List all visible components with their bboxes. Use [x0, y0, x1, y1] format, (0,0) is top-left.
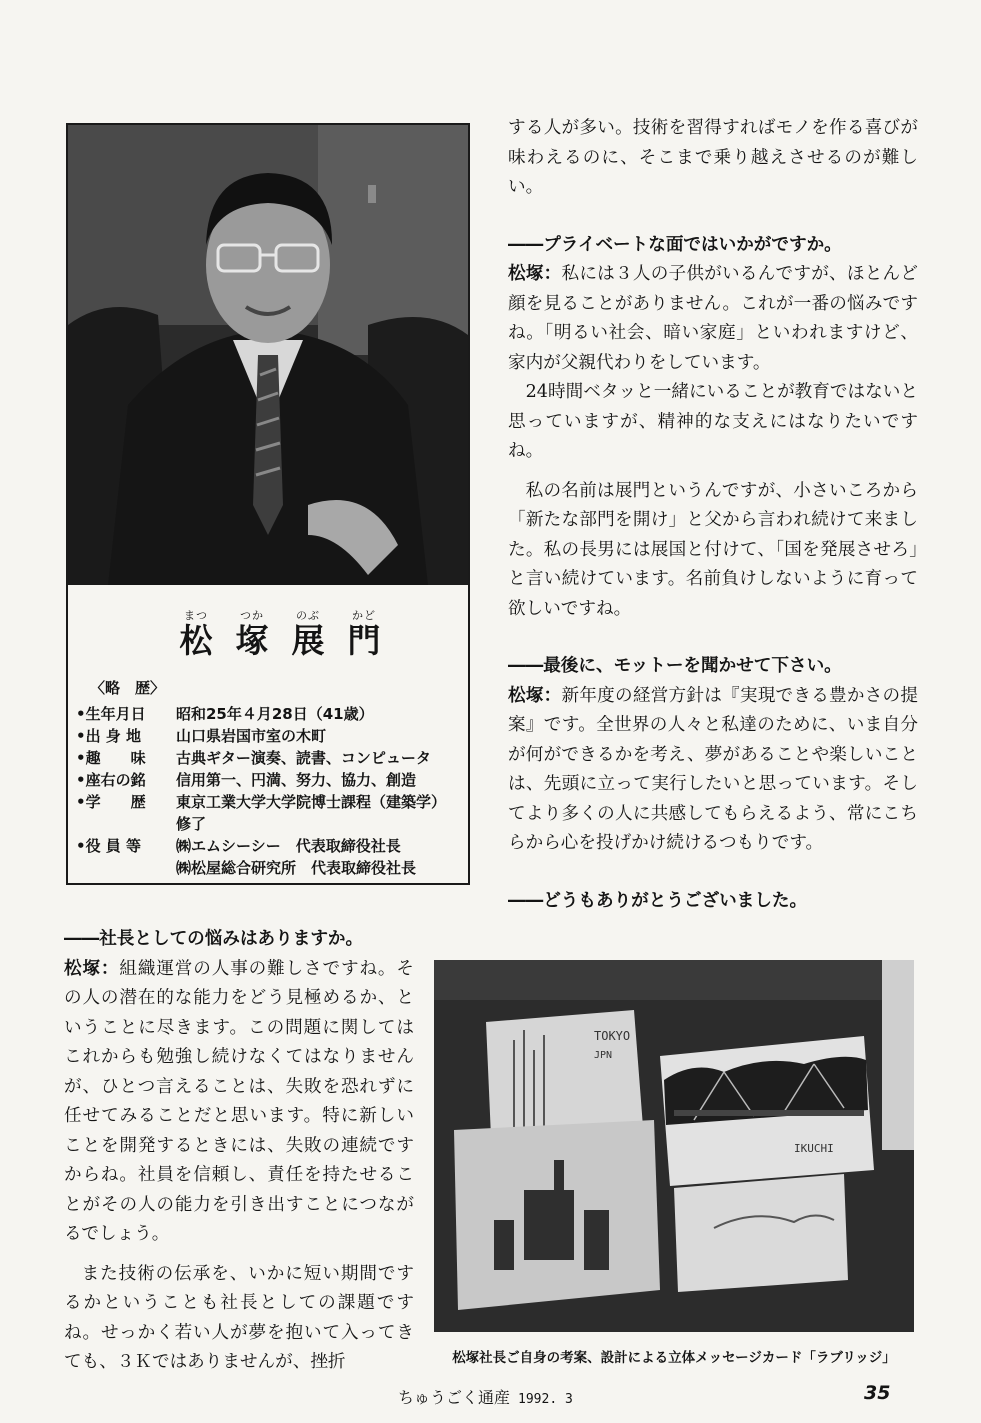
message-card-photo — [434, 960, 914, 1332]
interview-closing: ――どうもありがとうございました。 — [508, 890, 808, 911]
paragraph: 24時間ベタッと一緒にいることが教育ではないと思っていますが、精神的な支えにはなりたいですね。 — [508, 382, 918, 461]
cv-value: ㈱松屋総合研究所 代表取締役社長 — [176, 859, 417, 877]
card-text-jpn: JPN — [594, 1050, 613, 1061]
portrait-photo — [68, 125, 468, 585]
issue-date: 1992. 3 — [518, 1392, 573, 1407]
cv-label: •生年月日 — [76, 705, 146, 723]
cv-value: 昭和25年４月28日（41歳） — [176, 705, 374, 723]
name-ruby-4: かど — [352, 609, 376, 622]
cv-list — [76, 703, 466, 879]
paragraph: する人が多い。技術を習得すればモノを作る喜びが味わえるのに、そこまで乗り越えさせるのが難しい。 — [508, 118, 918, 197]
cv-row-hobby — [76, 747, 466, 769]
cv-row-birthdate — [76, 703, 466, 725]
cv-row-positions — [76, 835, 466, 879]
cv-row-education — [76, 791, 466, 835]
cv-label: •役 員 等 — [76, 837, 142, 855]
publication-name: ちゅうごく通産 — [398, 1388, 511, 1407]
cv-value: 東京工業大学大学院博士課程（建築学） — [176, 793, 447, 811]
speaker-label: 松塚： — [64, 958, 120, 979]
card-text-tokyo: TOKYO — [594, 1029, 631, 1043]
name-char-1 — [176, 609, 216, 660]
name-kanji-3: 展 — [291, 621, 325, 660]
article-right-column — [508, 114, 918, 916]
interview-answer — [508, 260, 918, 378]
name-char-3 — [288, 609, 328, 660]
name-char-4 — [344, 609, 384, 660]
cv-row-motto — [76, 769, 466, 791]
card-text-ikuchi: IKUCHI — [794, 1142, 834, 1155]
name-char-2 — [232, 609, 272, 660]
article-left-column — [64, 925, 414, 1378]
cv-value: 修了 — [176, 815, 207, 833]
portrait-illustration — [68, 125, 468, 585]
name-ruby-2: つか — [240, 609, 264, 622]
speaker-label: 松塚： — [508, 685, 562, 706]
interview-question: ――最後に、モットーを聞かせて下さい。 — [508, 656, 842, 676]
cv-label: •座右の銘 — [76, 771, 146, 789]
cv-heading: 〈略 歴〉 — [90, 679, 166, 697]
interview-answer — [64, 955, 414, 1250]
interview-answer — [508, 682, 918, 859]
answer-text: 組織運営の人事の難しさですね。その人の潜在的な能力をどう見極めるか、ということに尽きます。この問題に関してはこれからも勉強し続けなくてはなりませんが、ひとつ言えることは、失敗を恐れずに任せてみることだと思います。特に新しいことを開発するときには、失敗の連続ですからね。社員を信頼し、責任を持たせることがその人の能力を引き出すことにつながるでしょう。 — [64, 958, 414, 1244]
cv-value: ㈱エムシーシー 代表取締役社長 — [176, 837, 401, 855]
name-ruby-3: のぶ — [296, 609, 320, 622]
profile-box — [66, 123, 470, 885]
paragraph: また技術の伝承を、いかに短い期間でするかということも社長としての課題ですね。せっかく若い人が夢を抱いて入ってきても、３Ｋではありませんが、挫折 — [64, 1263, 414, 1372]
cv-value: 信用第一、円満、努力、協力、創造 — [176, 771, 417, 789]
cv-row-birthplace — [76, 725, 466, 747]
name-kanji-1: 松 — [179, 621, 213, 660]
name-ruby-1: まつ — [184, 609, 208, 622]
photo-caption: 松塚社長ご自身の考案、設計による立体メッセージカード「ラブリッジ」 — [452, 1350, 896, 1366]
card-photo-illustration — [434, 960, 914, 1332]
interview-question: ――プライベートな面ではいかがですか。 — [508, 234, 842, 255]
interview-question: ――社長としての悩みはありますか。 — [64, 929, 364, 949]
paragraph: 私の名前は展門というんですが、小さいころから「新たな部門を開け」と父から言われ続けて来ました。私の長男には展国と付けて、「国を発展させろ」と言い続けています。名前負けしないように育って欲しいですね。 — [508, 480, 918, 619]
footer-publication — [398, 1385, 573, 1408]
speaker-label: 松塚： — [508, 264, 562, 284]
name-kanji-4: 門 — [347, 621, 381, 660]
cv-label: •趣 味 — [76, 749, 146, 767]
cv-value: 山口県岩国市室の木町 — [176, 727, 327, 745]
name-kanji-2: 塚 — [235, 621, 269, 660]
page-number: 35 — [864, 1382, 891, 1404]
cv-value: 古典ギター演奏、読書、コンピュータ — [176, 749, 431, 767]
person-name — [176, 609, 384, 660]
answer-text: 私には３人の子供がいるんですが、ほとんど顔を見ることがありません。これが一番の悩みですね。「明るい社会、暗い家庭」といわれますけど、家内が父親代わりをしています。 — [508, 264, 918, 373]
cv-label: •学 歴 — [76, 793, 146, 811]
answer-text: 新年度の経営方針は『実現できる豊かさの提案』です。全世界の人々と私達のために、いま自分が何ができるかを考え、夢があることや楽しいことは、先頭に立って実行したいと思っています。そしてより多くの人に共感してもらえるよう、常にこちらから心を投げかけ続けるつもりです。 — [508, 685, 918, 853]
cv-label: •出 身 地 — [76, 727, 142, 745]
